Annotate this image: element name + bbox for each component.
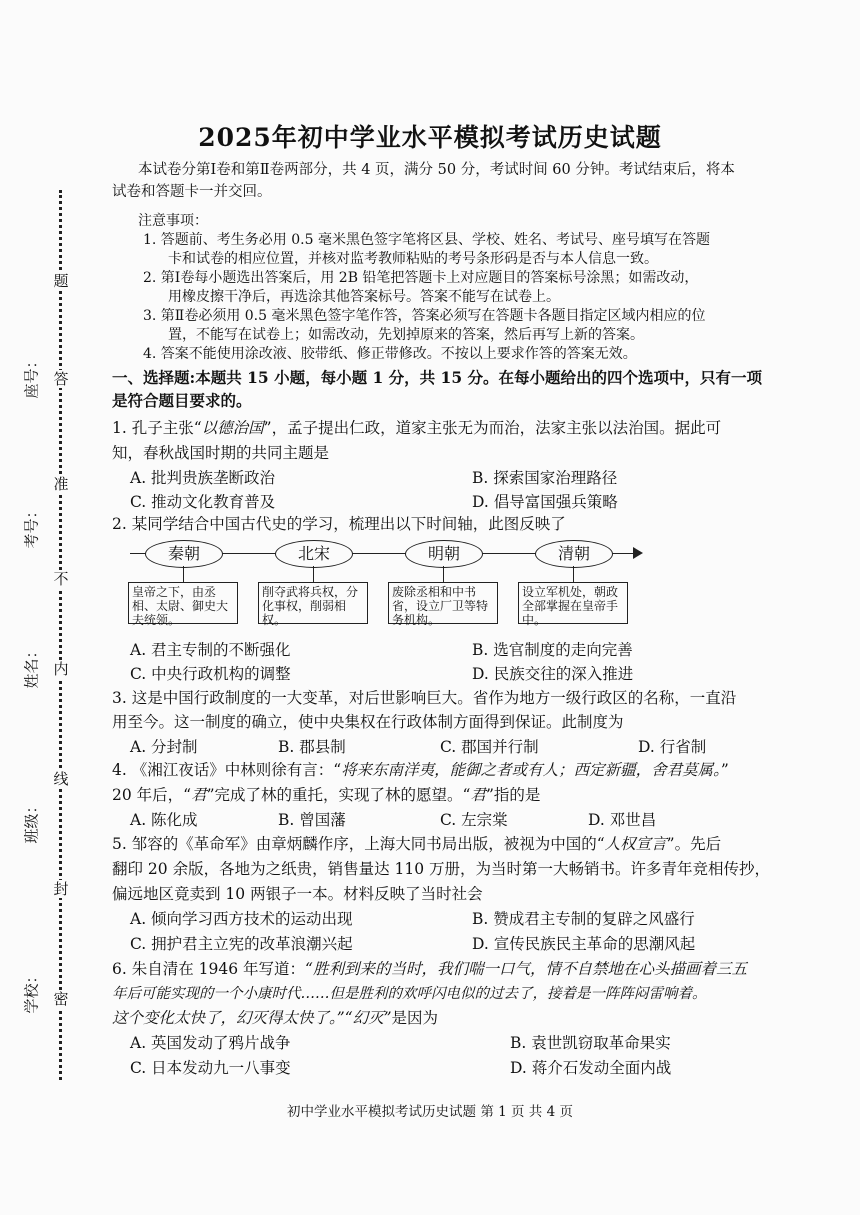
- timeline-dynasty-qing: 清朝: [535, 540, 613, 568]
- seal-char-4: 内: [53, 660, 69, 678]
- note-2-line-1: 2. 第Ⅰ卷每小题选出答案后，用 2B 铅笔把答题卡上对应题目的答案标号涂黑；如需改动，: [143, 270, 699, 286]
- q5-stem-line-2: 翻印 20 余版，各地为之纸贵，销售量达 110 万册，为当时第一大畅销书。许多青年竞相传抄，: [112, 860, 771, 878]
- q3-stem-line-1: 3. 这是中国行政制度的一大变革，对后世影响巨大。省作为地方一级行政区的名称，一直沿: [112, 689, 737, 707]
- q4-option-d[interactable]: D. 邓世昌: [588, 811, 657, 829]
- timeline-dynasty-northern-song: 北宋: [275, 540, 353, 568]
- seal-char-7: 答: [53, 370, 69, 388]
- timeline-dynasty-ming: 明朝: [405, 540, 483, 568]
- q1-stem-line-1: 1. 孔子主张“以德治国”，孟子提出仁政，道家主张无为而治，法家主张以法治国。据此可: [112, 419, 722, 437]
- q5-quote: 人权宣言: [604, 835, 667, 853]
- q4-quote: 将来东南洋夷，能御之者或有人；西定新疆，舍君莫属。: [341, 761, 721, 779]
- timeline-stem: [443, 566, 444, 582]
- timeline-arrow-icon: [633, 547, 643, 559]
- q5-stem-line-1: 5. 邹容的《革命军》由章炳麟作序，上海大同书局出版，被视为中国的“人权宣言”。先后: [112, 835, 722, 853]
- q3-option-c[interactable]: C. 郡国并行制: [440, 738, 539, 756]
- q6-option-d[interactable]: D. 蒋介石发动全面内战: [510, 1059, 672, 1077]
- seal-char-5: 不: [53, 570, 69, 588]
- q3-option-b[interactable]: B. 郡县制: [278, 738, 346, 756]
- note-1-line-1: 1. 答题前、考生务必用 0.5 毫米黑色签字笔将区县、学校、姓名、考试号、座号填写在答题: [143, 232, 710, 248]
- q1-quote: 以德治国: [201, 419, 264, 437]
- timeline-note-qing: 设立军机处，朝政全部掌握在皇帝手中。: [518, 582, 628, 624]
- q2-timeline-diagram: [125, 536, 645, 632]
- q6-option-c[interactable]: C. 日本发动九一八事变: [130, 1059, 291, 1077]
- q2-option-b[interactable]: B. 选官制度的走向完善: [472, 641, 633, 659]
- timeline-note-northern-song: 削夺武将兵权，分化事权，削弱相权。: [258, 582, 368, 624]
- q4-option-c[interactable]: C. 左宗棠: [440, 811, 508, 829]
- q1-option-a[interactable]: A. 批判贵族垄断政治: [130, 469, 276, 487]
- section-heading-line-2: 是符合题目要求的。: [112, 391, 252, 410]
- timeline-note-qin: 皇帝之下，由丞相、太尉、御史大夫统领。: [128, 582, 238, 624]
- q2-option-c[interactable]: C. 中央行政机构的调整: [130, 665, 291, 683]
- timeline-stem: [183, 566, 184, 582]
- q5-option-b[interactable]: B. 赞成君主专制的复辟之风盛行: [472, 910, 695, 928]
- binding-dotted-line: [59, 190, 62, 1080]
- field-exam-number: 考号：: [22, 503, 41, 549]
- field-class: 班级：: [22, 798, 41, 844]
- q6-stem-line-3: 这个变化太快了，幻灭得太快了。”“幻灭”是因为: [112, 1009, 439, 1027]
- seal-char-1: 密: [53, 990, 69, 1008]
- seal-char-2: 封: [53, 880, 69, 898]
- q3-option-d[interactable]: D. 行省制: [638, 738, 707, 756]
- seal-char-6: 准: [53, 475, 69, 493]
- q5-option-d[interactable]: D. 宣传民族民主革命的思潮风起: [472, 935, 696, 953]
- q1-option-b[interactable]: B. 探索国家治理路径: [472, 469, 618, 487]
- note-3-line-2: 置，不能写在试卷上；如需改动，先划掉原来的答案，然后再写上新的答案。: [168, 327, 644, 343]
- field-name: 姓名：: [22, 643, 41, 689]
- q4-stem-line-2: 20 年后，“君”完成了林的重托，实现了林的愿望。“君”指的是: [112, 786, 541, 804]
- intro-line-2: 试卷和答题卡一并交回。: [112, 184, 272, 200]
- timeline-stem: [573, 566, 574, 582]
- q5-stem-line-3: 偏远地区竟卖到 10 两银子一本。材料反映了当时社会: [112, 885, 483, 903]
- q6-option-a[interactable]: A. 英国发动了鸦片战争: [130, 1034, 291, 1052]
- timeline-stem: [313, 566, 314, 582]
- note-3-line-1: 3. 第Ⅱ卷必须用 0.5 毫米黑色签字笔作答，答案必须写在答题卡各题目指定区域内相应的位: [143, 308, 706, 324]
- field-school: 学校：: [22, 968, 41, 1014]
- page-footer: 初中学业水平模拟考试历史试题 第 1 页 共 4 页: [287, 1104, 573, 1120]
- q4-option-a[interactable]: A. 陈化成: [130, 811, 198, 829]
- seal-char-8: 题: [53, 272, 69, 290]
- seal-char-3: 线: [53, 770, 69, 788]
- page-title: 2025年初中学业水平模拟考试历史试题: [198, 123, 662, 152]
- timeline-note-ming: 废除丞相和中书省，设立厂卫等特务机构。: [388, 582, 498, 624]
- q3-option-a[interactable]: A. 分封制: [130, 738, 198, 756]
- q2-option-d[interactable]: D. 民族交往的深入推进: [472, 665, 634, 683]
- q3-stem-line-2: 用至今。这一制度的确立，使中央集权在行政体制方面得到保证。此制度为: [112, 713, 624, 731]
- note-4: 4. 答案不能使用涂改液、胶带纸、修正带修改。不按以上要求作答的答案无效。: [143, 346, 637, 362]
- q5-option-a[interactable]: A. 倾向学习西方技术的运动出现: [130, 910, 353, 928]
- note-2-line-2: 用橡皮擦干净后，再选涂其他答案标号。答案不能写在试卷上。: [168, 289, 560, 305]
- q1-stem-line-2: 知，春秋战国时期的共同主题是: [112, 444, 330, 462]
- q6-stem-line-1: 6. 朱自清在 1946 年写道：“胜利到来的当时，我们喘一口气，情不自禁地在心头描画着三五: [112, 960, 747, 978]
- intro-line-1: 本试卷分第Ⅰ卷和第Ⅱ卷两部分，共 4 页，满分 50 分，考试时间 60 分钟。考试结束后，将本: [138, 162, 735, 178]
- notes-heading: 注意事项：: [138, 213, 208, 229]
- q1-option-d[interactable]: D. 倡导富国强兵策略: [472, 493, 618, 511]
- q2-option-a[interactable]: A. 君主专制的不断强化: [130, 641, 291, 659]
- q5-option-c[interactable]: C. 拥护君主立宪的改革浪潮兴起: [130, 935, 353, 953]
- q4-option-b[interactable]: B. 曾国藩: [278, 811, 346, 829]
- field-seat-number: 座号：: [22, 353, 41, 399]
- note-1-line-2: 卡和试卷的相应位置，并核对监考教师粘贴的考号条形码是否与本人信息一致。: [168, 251, 658, 267]
- q1-option-c[interactable]: C. 推动文化教育普及: [130, 493, 276, 511]
- q6-stem-line-2: 年后可能实现的一个小康时代……但是胜利的欢呼闪电似的过去了，接着是一阵阵闷雷响着。: [112, 986, 707, 1002]
- timeline-dynasty-qin: 秦朝: [145, 540, 223, 568]
- section-heading-line-1: 一、选择题:本题共 15 小题，每小题 1 分，共 15 分。在每小题给出的四个选项中，只有一项: [112, 368, 763, 387]
- q6-option-b[interactable]: B. 袁世凯窃取革命果实: [510, 1034, 671, 1052]
- q2-stem: 2. 某同学结合中国古代史的学习，梳理出以下时间轴，此图反映了: [112, 515, 566, 533]
- q4-stem-line-1: 4. 《湘江夜话》中林则徐有言：“将来东南洋夷，能御之者或有人；西定新疆，舍君莫属。”: [112, 761, 729, 779]
